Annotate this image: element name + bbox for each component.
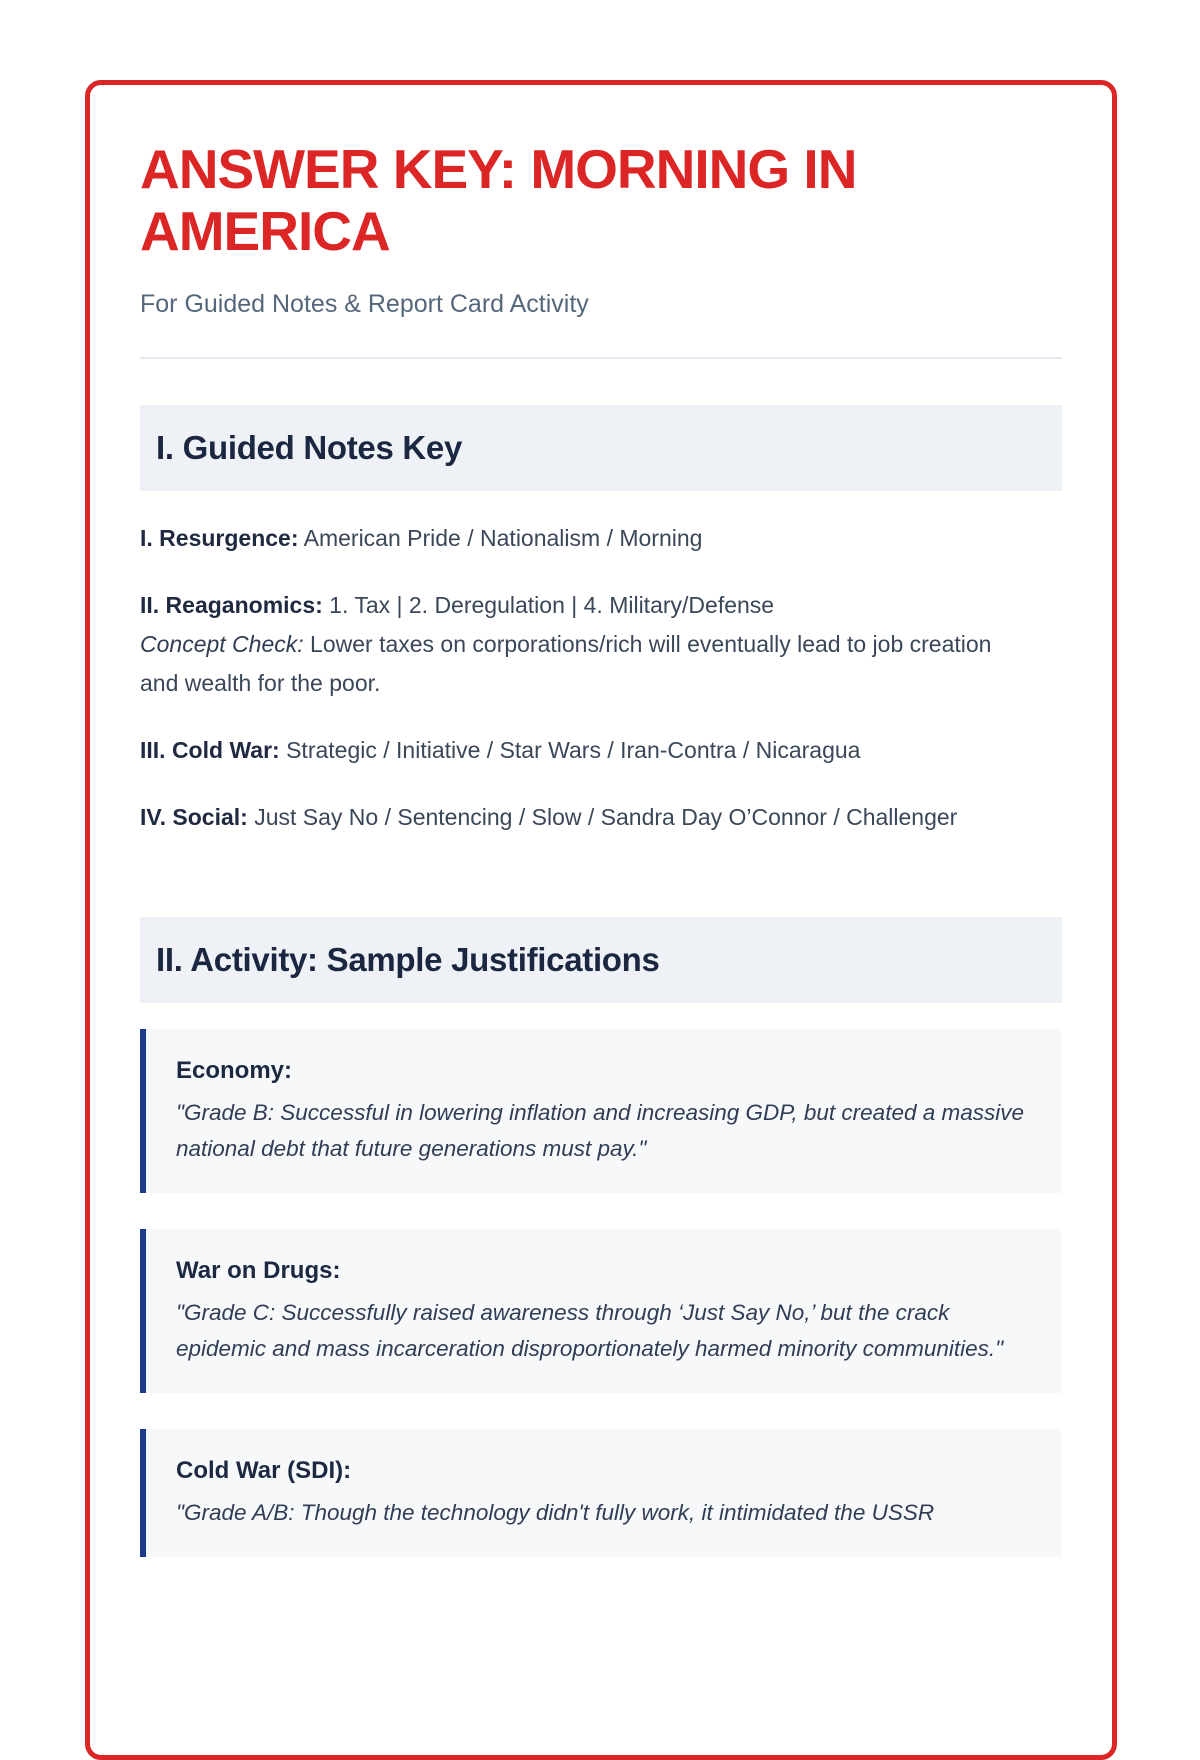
concept-check-label: Concept Check: <box>140 630 304 657</box>
divider <box>140 357 1062 359</box>
note-cold-war <box>140 731 1062 770</box>
note-resurgence-label: I. Resurgence: <box>140 524 299 551</box>
note-social-text: Just Say No / Sentencing / Slow / Sandra Day O’Connor / Challenger <box>254 803 958 830</box>
note-resurgence <box>140 519 1062 558</box>
note-reaganomics <box>140 586 1032 703</box>
note-cold-war-label: III. Cold War: <box>140 736 280 763</box>
page-subtitle: For Guided Notes & Report Card Activity <box>140 290 589 319</box>
page-title: ANSWER KEY: MORNING IN AMERICA <box>140 138 857 262</box>
justification-economy-quote: "Grade B: Successful in lowering inflation and increasing GDP, but created a massive national debt that future generations must pay." <box>176 1099 1025 1161</box>
note-resurgence-text: American Pride / Nationalism / Morning <box>303 524 703 551</box>
justification-card-war-on-drugs <box>140 1229 1062 1393</box>
section-heading-activity: II. Activity: Sample Justifications <box>140 917 1062 1003</box>
note-social <box>140 798 1062 837</box>
justification-cold-war-sdi-quote: "Grade A/B: Though the technology didn't fully work, it intimidated the USSR <box>176 1499 935 1525</box>
section-heading-guided-notes: I. Guided Notes Key <box>140 405 1062 491</box>
note-reaganomics-text: 1. Tax | 2. Deregulation | 4. Military/Defense <box>329 591 775 618</box>
note-cold-war-text: Strategic / Initiative / Star Wars / Iran-Contra / Nicaragua <box>286 736 861 763</box>
concept-check-text: Lower taxes on corporations/rich will eventually lead to job creation and wealth for the poor. <box>140 630 992 696</box>
answer-key-card <box>85 80 1117 1760</box>
justification-card-economy <box>140 1029 1062 1193</box>
justification-cold-war-sdi-title: Cold War (SDI): <box>176 1456 352 1484</box>
justification-card-cold-war-sdi <box>140 1429 1062 1557</box>
justification-war-on-drugs-quote: "Grade C: Successfully raised awareness through ‘Just Say No,’ but the crack epidemic and mass incarceration disproportionately harmed minority communities." <box>176 1299 1004 1361</box>
justification-economy-title: Economy: <box>176 1056 293 1084</box>
note-social-label: IV. Social: <box>140 803 248 830</box>
justification-war-on-drugs-title: War on Drugs: <box>176 1256 341 1284</box>
note-reaganomics-label: II. Reaganomics: <box>140 591 323 618</box>
